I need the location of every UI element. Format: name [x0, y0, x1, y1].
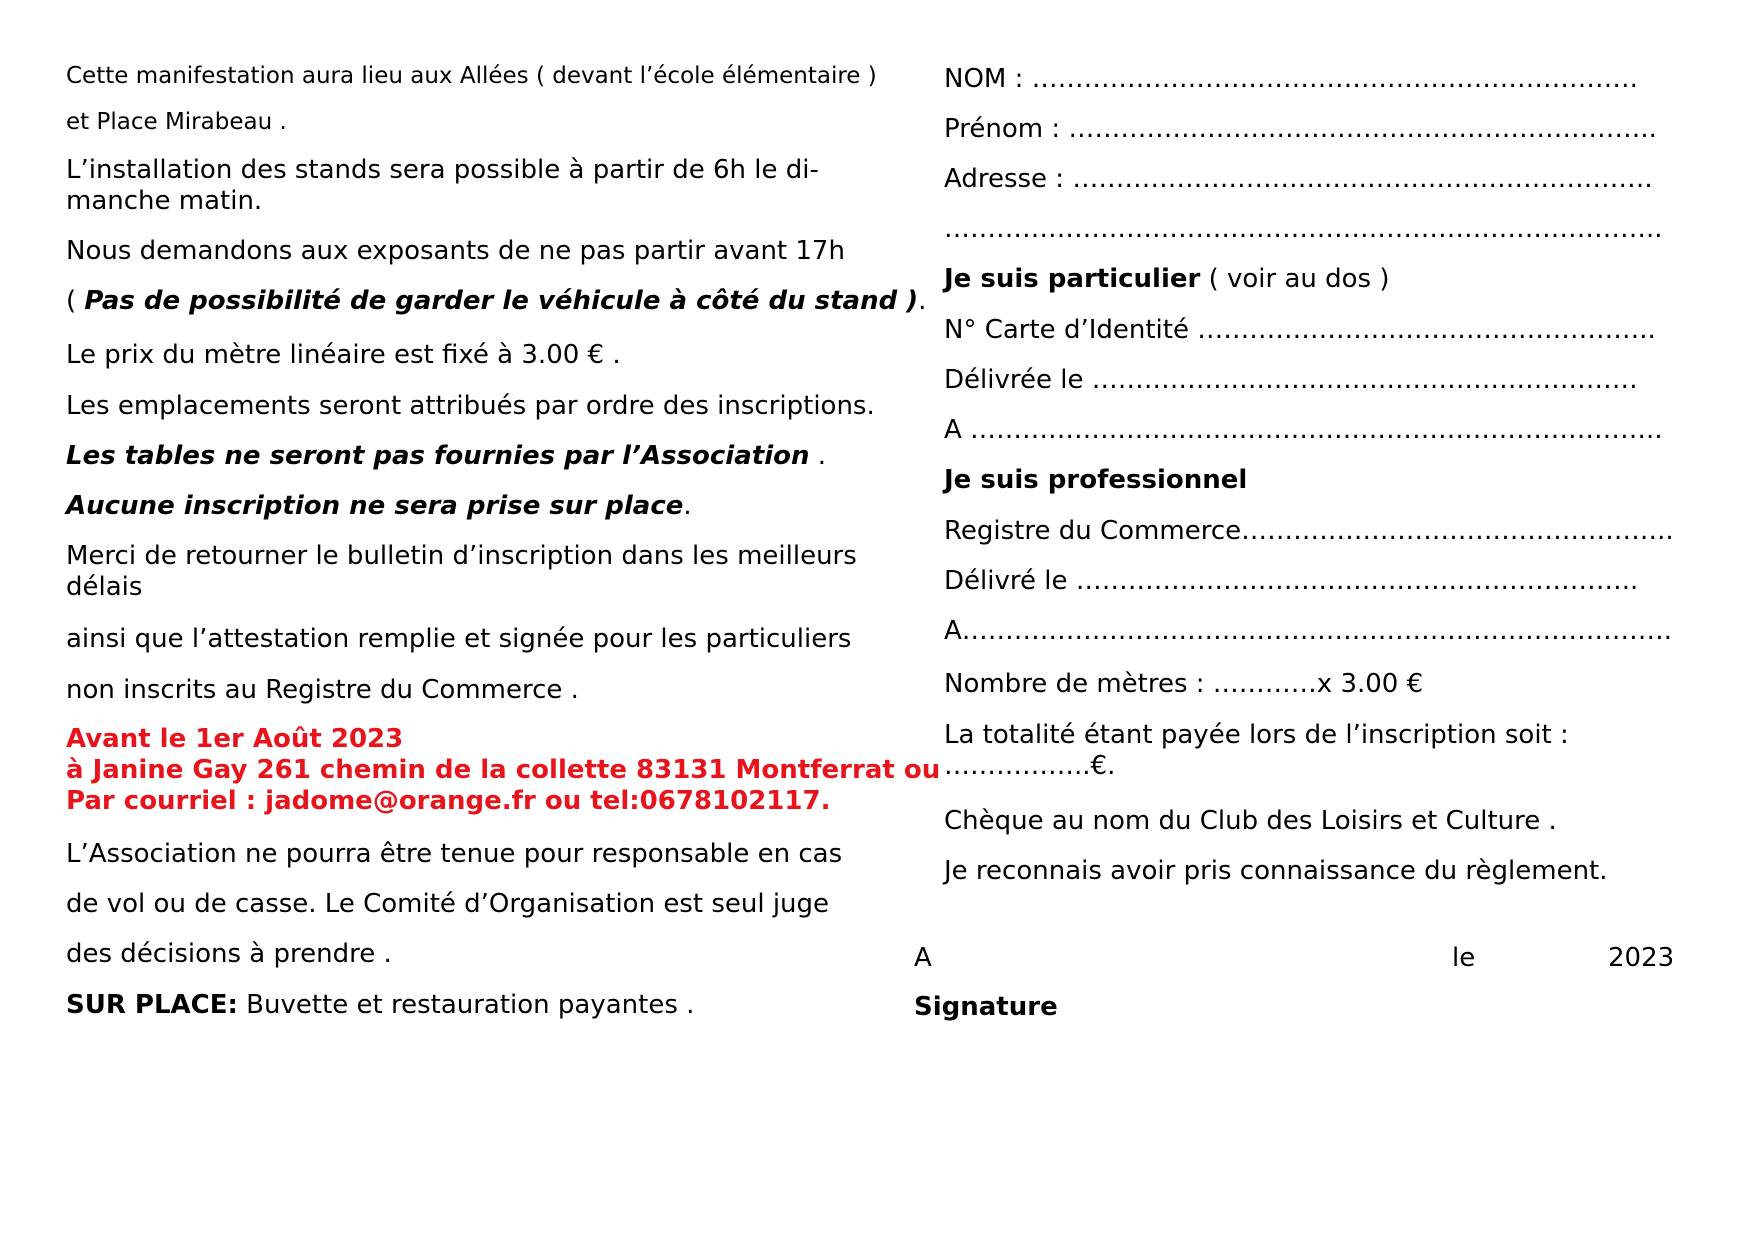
vehicule-close: .	[918, 286, 927, 316]
carte-identite-field[interactable]: N° Carte d’Identité ……………………………………………..	[944, 315, 1656, 345]
resp-line-3: des décisions à prendre .	[66, 939, 392, 969]
particulier-note: ( voir au dos )	[1200, 264, 1390, 294]
delivree-field[interactable]: Délivrée le ………………………………………………………	[944, 365, 1638, 395]
prenom-field[interactable]: Prénom : …………………………………………………………..	[944, 114, 1657, 144]
adresse-field[interactable]: Adresse : ………………………………………………………….	[944, 164, 1653, 194]
totalite-amount-field[interactable]: ……………..€.	[944, 751, 1116, 781]
attestation-text: ainsi que l’attestation remplie et signée pour les particuliers	[66, 624, 852, 654]
cheque-text: Chèque au nom du Club des Loisirs et Culture .	[944, 806, 1557, 836]
deadline-line-1: Avant le 1er Août 2023	[66, 724, 404, 754]
vehicule-note	[66, 288, 926, 314]
deadline-line-3: Par courriel : jadome@orange.fr ou tel:0678102117.	[66, 786, 831, 816]
adresse-line-2-field[interactable]: ………………………………………………………………………..	[944, 214, 1663, 244]
nom-field[interactable]: NOM : …………………………………………………………….	[944, 64, 1638, 94]
install-line-2: manche matin.	[66, 186, 263, 216]
emplacements-text: Les emplacements seront attribués par ordre des inscriptions.	[66, 391, 875, 421]
lieu-professionnel-field[interactable]: A……………………………………………………………………….	[944, 616, 1673, 646]
signature-label: Signature	[914, 992, 1058, 1022]
prix-text: Le prix du mètre linéaire est fixé à 3.00 € .	[66, 340, 621, 370]
install-line-1: L’installation des stands sera possible à partir de 6h le di-	[66, 155, 819, 185]
merci-paragraph	[66, 541, 857, 603]
deadline-block	[66, 724, 940, 817]
sur-place	[66, 992, 694, 1018]
signature-year: 2023	[1608, 943, 1675, 973]
non-inscrits-text: non inscrits au Registre du Commerce .	[66, 675, 579, 705]
tables-text: Les tables ne seront pas fournies par l’Association	[66, 441, 810, 471]
professionnel-heading: Je suis professionnel	[944, 465, 1248, 495]
resp-line-1: L’Association ne pourra être tenue pour responsable en cas	[66, 839, 843, 869]
totalite-line-1: La totalité étant payée lors de l’inscription soit :	[944, 720, 1569, 750]
merci-line-1: Merci de retourner le bulletin d’inscription dans les meilleurs	[66, 541, 857, 571]
tables-note	[66, 443, 826, 469]
nombre-metres-field[interactable]: Nombre de mètres : …………x 3.00 €	[944, 669, 1424, 699]
lieu-particulier-field[interactable]: A ……………………………………………………………………..	[944, 415, 1663, 445]
totalite-block	[944, 720, 1569, 782]
intro-line-2: et Place Mirabeau .	[66, 109, 287, 135]
vehicule-open: (	[66, 286, 85, 316]
aucune-text: Aucune inscription ne sera prise sur place	[66, 491, 684, 521]
vehicule-text: Pas de possibilité de garder le véhicule à côté du stand )	[84, 286, 919, 316]
registre-commerce-field[interactable]: Registre du Commerce…………………………………………..	[944, 516, 1674, 546]
aucune-note	[66, 493, 692, 519]
exposants-text: Nous demandons aux exposants de ne pas partir avant 17h	[66, 236, 845, 266]
particulier-heading	[944, 266, 1390, 292]
delivre-field[interactable]: Délivré le ………………………………………………………..	[944, 566, 1639, 596]
merci-line-2: délais	[66, 572, 143, 602]
aucune-end: .	[683, 491, 692, 521]
resp-line-2: de vol ou de casse. Le Comité d’Organisation est seul juge	[66, 889, 830, 919]
signature-date-label: le	[1452, 943, 1476, 973]
signature-place-label: A	[914, 943, 932, 973]
intro-line-1: Cette manifestation aura lieu aux Allées ( devant l’école élémentaire )	[66, 63, 877, 89]
install-paragraph	[66, 155, 819, 217]
sur-place-label: SUR PLACE:	[66, 990, 238, 1020]
sur-place-text: Buvette et restauration payantes .	[237, 990, 695, 1020]
tables-end: .	[809, 441, 827, 471]
reconnais-text: Je reconnais avoir pris connaissance du règlement.	[944, 856, 1608, 886]
particulier-label: Je suis particulier	[944, 264, 1201, 294]
deadline-line-2: à Janine Gay 261 chemin de la collette 83131 Montferrat ou	[66, 755, 941, 785]
